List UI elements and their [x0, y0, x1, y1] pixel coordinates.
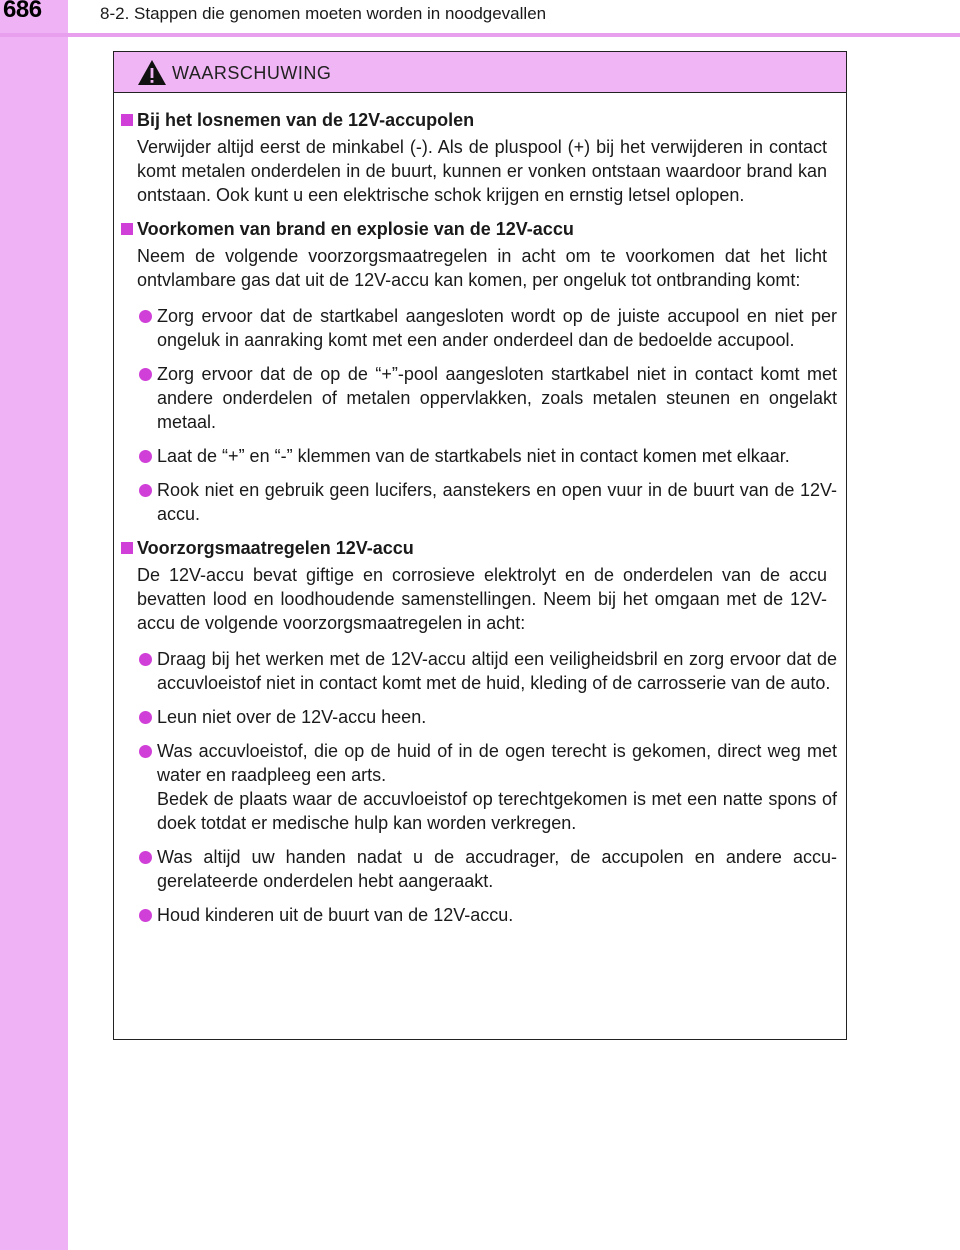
warning-box [113, 51, 847, 1040]
list-item: Rook niet en gebruik geen lucifers, aanstekers en open vuur in de buurt van de 12V-accu. [157, 478, 837, 526]
circle-bullet-icon [139, 484, 152, 497]
warning-label: WAARSCHUWING [172, 63, 332, 83]
section-heading: Voorkomen van brand en explosie van de 12V-accu [118, 217, 846, 241]
list-item: Was accuvloeistof, die op de huid of in de ogen terecht is gekomen, direct weg met water en raadpleeg een arts. Bedek de plaats waar de accuvloeistof op terechtgekomen is met een natte spons of doek totdat er medische hulp kan worden verkregen. [157, 739, 837, 835]
circle-bullet-icon [139, 450, 152, 463]
list-item-continuation: Bedek de plaats waar de accuvloeistof op terechtgekomen is met een natte spons of doek totdat er medische hulp kan worden verkregen. [157, 789, 837, 833]
header-divider [0, 33, 960, 37]
square-bullet-icon [121, 542, 133, 554]
list-item: Was altijd uw handen nadat u de accudrager, de accupolen en andere accu-gerelateerde onderdelen hebt aangeraakt. [157, 845, 837, 893]
warning-content [114, 108, 846, 927]
section-text: De 12V-accu bevat giftige en corrosieve elektrolyt en de onderdelen van de accu bevatten lood en loodhoudende samenstellingen. Neem bij het omgaan met de 12V-accu de volgende voorzorgsmaatregelen in acht: [137, 565, 827, 633]
circle-bullet-icon [139, 851, 152, 864]
warning-triangle-icon [137, 59, 167, 86]
section-title: 8-2. Stappen die genomen moeten worden in noodgevallen [100, 4, 547, 23]
square-bullet-icon [121, 223, 133, 235]
circle-bullet-icon [139, 909, 152, 922]
list-item: Houd kinderen uit de buurt van de 12V-accu. [157, 903, 837, 927]
section-text: Neem de volgende voorzorgsmaatregelen in acht om te voorkomen dat het licht ontvlambare gas dat uit de 12V-accu kan komen, per ongeluk tot ontbranding komt: [137, 246, 827, 290]
list-item: Zorg ervoor dat de startkabel aangesloten wordt op de juiste accupool en niet per ongeluk in aanraking komt met een ander onderdeel dan de bedoelde accupool. [157, 304, 837, 352]
warning-header [114, 52, 846, 93]
list-item: Zorg ervoor dat de op de “+”-pool aangesloten startkabel niet in contact komt met andere onderdelen of metalen oppervlakken, zoals metalen steunen en ongelakt metaal. [157, 362, 837, 434]
square-bullet-icon [121, 114, 133, 126]
section-heading: Bij het losnemen van de 12V-accupolen [118, 108, 846, 132]
list-item: Laat de “+” en “-” klemmen van de startkabels niet in contact komen met elkaar. [157, 444, 837, 468]
circle-bullet-icon [139, 711, 152, 724]
section-text: Verwijder altijd eerst de minkabel (-). Als de pluspool (+) bij het verwijderen in contact komt metalen onderdelen in de buurt, kunnen er vonken ontstaan waardoor brand kan ontstaan. Ook kunt u een elektrische schok krijgen en ernstig letsel oplopen. [137, 137, 827, 205]
list-item: Leun niet over de 12V-accu heen. [157, 705, 837, 729]
circle-bullet-icon [139, 745, 152, 758]
section-heading: Voorzorgsmaatregelen 12V-accu [118, 536, 846, 560]
page-number: 686 [3, 0, 42, 23]
page-sidebar [0, 0, 68, 1250]
circle-bullet-icon [139, 368, 152, 381]
circle-bullet-icon [139, 653, 152, 666]
list-item: Draag bij het werken met de 12V-accu altijd een veiligheidsbril en zorg ervoor dat de accuvloeistof niet in contact komt met de huid, kleding of de carrosserie van de auto. [157, 647, 837, 695]
circle-bullet-icon [139, 310, 152, 323]
